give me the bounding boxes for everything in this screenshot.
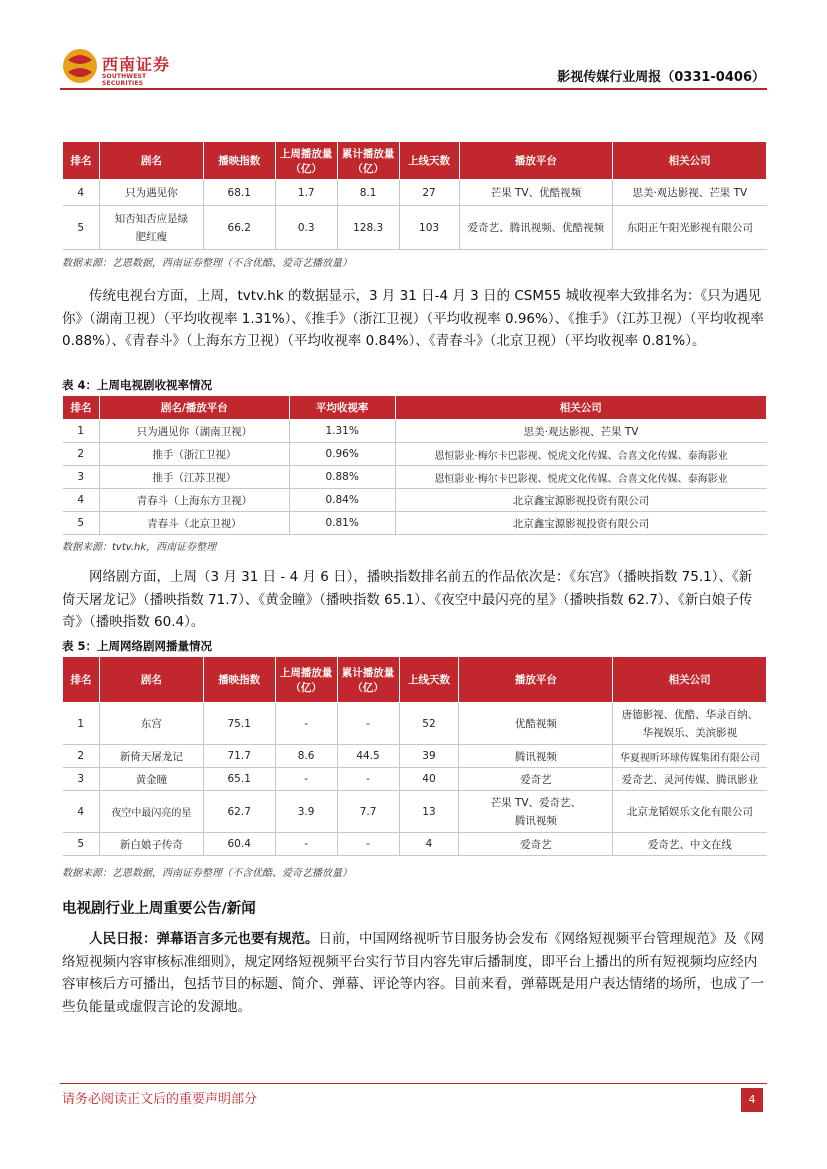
table-cell: 推手（浙江卫视） <box>99 443 289 466</box>
table-cell: 27 <box>399 180 459 206</box>
column-header: 累计播放量（亿） <box>337 142 399 180</box>
column-header: 上线天数 <box>399 142 459 180</box>
table-cell: 北京龙韬娱乐文化有限公司 <box>613 791 767 833</box>
table-cell: - <box>337 703 399 745</box>
table-cell: 0.96% <box>289 443 395 466</box>
table-row <box>63 703 767 745</box>
table-tv-ratings <box>62 395 767 535</box>
table-source-note: 数据来源：艺恩数据，西南证券整理（不含优酷、爱奇艺播放量） <box>62 258 352 269</box>
column-header: 平均收视率 <box>289 396 395 420</box>
column-header: 上周播放量（亿） <box>275 657 337 703</box>
column-header: 相关公司 <box>613 657 767 703</box>
table-cell: 65.1 <box>203 768 275 791</box>
table-row <box>63 833 767 856</box>
table-cell: 2 <box>63 745 100 768</box>
table-cell: 4 <box>63 489 100 512</box>
table-cell: 75.1 <box>203 703 275 745</box>
table-cell: 北京鑫宝源影视投资有限公司 <box>395 512 766 535</box>
table-row <box>63 512 767 535</box>
table-cell: 52 <box>399 703 459 745</box>
column-header: 剧名/播放平台 <box>99 396 289 420</box>
news-paragraph <box>62 928 764 1018</box>
table-cell: 8.6 <box>275 745 337 768</box>
table-cell: 4 <box>63 180 100 206</box>
table-cell: 青春斗（上海东方卫视） <box>99 489 289 512</box>
table-row <box>63 791 767 833</box>
table-header-row <box>63 396 767 420</box>
column-header: 播映指数 <box>203 142 275 180</box>
column-header: 相关公司 <box>395 396 766 420</box>
table-cell: 东宫 <box>99 703 203 745</box>
table-cell: 爱奇艺 <box>459 833 613 856</box>
table-row <box>63 768 767 791</box>
news-body: 日前，中国网络视听节目服务协会发布《网络短视频平台管理规范》及《网络短视频内容审核标准细则》，规定网络短视频平台实行节目内容先审后播制度，即平台上播出的所有短视频均应经内容审核后方可播出，包括节目的标题、简介、弹幕、评论等内容。目前来看，弹幕既是用户表达情绪的场所，也成了一些负能量或虚假言论的发源地。 <box>62 931 764 1015</box>
column-header: 播映指数 <box>203 657 275 703</box>
table-cell: - <box>337 768 399 791</box>
table-source-note: 数据来源：艺恩数据，西南证券整理（不含优酷、爱奇艺播放量） <box>62 868 352 879</box>
table-cell: 推手（江苏卫视） <box>99 466 289 489</box>
column-header: 上周播放量（亿） <box>275 142 337 180</box>
header-divider <box>60 88 767 90</box>
news-text <box>62 928 764 1018</box>
column-header: 剧名 <box>99 657 203 703</box>
table-cell: 44.5 <box>337 745 399 768</box>
table-cell: 3 <box>63 466 100 489</box>
table-cell: 思美·观达影视、芒果 TV <box>613 180 767 206</box>
table-cell: 爱奇艺、腾讯视频、优酷视频 <box>459 206 613 250</box>
table-cell: 爱奇艺 <box>459 768 613 791</box>
table-caption: 表 4：上周电视剧收视率情况 <box>62 378 213 392</box>
table-cell: 71.7 <box>203 745 275 768</box>
table-cell: 爱奇艺、灵河传媒、腾讯影业 <box>613 768 767 791</box>
table-cell: 1 <box>63 420 100 443</box>
column-header: 排名 <box>63 142 100 180</box>
table-cell: 40 <box>399 768 459 791</box>
table-cell: 8.1 <box>337 180 399 206</box>
column-header: 累计播放量（亿） <box>337 657 399 703</box>
table-row <box>63 745 767 768</box>
table-cell: 128.3 <box>337 206 399 250</box>
table-cell: 思美·观达影视、芒果 TV <box>395 420 766 443</box>
table-caption: 表 5：上周网络剧网播量情况 <box>62 639 213 653</box>
logo-subtext: SOUTHWEST SECURITIES <box>102 73 147 87</box>
table-cell: 4 <box>399 833 459 856</box>
table-cell: 只为遇见你 <box>99 180 203 206</box>
logo-text: 西南证券 <box>102 55 171 74</box>
column-header: 排名 <box>63 396 100 420</box>
table-web-drama-views <box>62 656 767 856</box>
table-cell: 恩恒影业·梅尔卡巴影视、悦虎文化传媒、合喜文化传媒、泰海影业 <box>395 466 766 489</box>
column-header: 上线天数 <box>399 657 459 703</box>
table-cell: 腾讯视频 <box>459 745 613 768</box>
table-row <box>63 206 767 250</box>
table-cell: 13 <box>399 791 459 833</box>
table-cell: 39 <box>399 745 459 768</box>
table-cell: 2 <box>63 443 100 466</box>
page-number: 4 <box>741 1088 763 1112</box>
table-cell: - <box>275 703 337 745</box>
news-lead: 人民日报：弹幕语言多元也要有规范。 <box>89 931 319 947</box>
column-header: 排名 <box>63 657 100 703</box>
table-row <box>63 420 767 443</box>
table-cell: 0.84% <box>289 489 395 512</box>
table-drama-ranking-continued <box>62 141 767 250</box>
table-cell: 华夏视听环球传媒集团有限公司 <box>613 745 767 768</box>
table-cell: - <box>275 833 337 856</box>
table-row <box>63 180 767 206</box>
table-cell: - <box>337 833 399 856</box>
table-cell: 0.81% <box>289 512 395 535</box>
table-cell: 唐德影视、优酷、华录百纳、华视娱乐、美滨影视 <box>613 703 767 745</box>
footer-disclaimer: 请务必阅读正文后的重要声明部分 <box>62 1092 258 1107</box>
table-row <box>63 466 767 489</box>
table-row <box>63 489 767 512</box>
table-cell: 知否知否应是绿肥红瘦 <box>99 206 203 250</box>
table-header-row <box>63 142 767 180</box>
table-cell: 5 <box>63 833 100 856</box>
table-cell: 恩恒影业·梅尔卡巴影视、悦虎文化传媒、合喜文化传媒、泰海影业 <box>395 443 766 466</box>
table-cell: 爱奇艺、中文在线 <box>613 833 767 856</box>
table-cell: 0.3 <box>275 206 337 250</box>
table-cell: 3 <box>63 768 100 791</box>
column-header: 相关公司 <box>613 142 767 180</box>
table-cell: 青春斗（北京卫视） <box>99 512 289 535</box>
table-cell: 新倚天屠龙记 <box>99 745 203 768</box>
table-cell: - <box>275 768 337 791</box>
footer-divider <box>60 1083 767 1084</box>
report-title: 影视传媒行业周报（0331-0406） <box>557 70 765 85</box>
table-cell: 62.7 <box>203 791 275 833</box>
table-cell: 1 <box>63 703 100 745</box>
section-heading: 电视剧行业上周重要公告/新闻 <box>62 901 256 917</box>
table-cell: 东阳正午阳光影视有限公司 <box>613 206 767 250</box>
table-cell: 4 <box>63 791 100 833</box>
table-cell: 103 <box>399 206 459 250</box>
table-cell: 0.88% <box>289 466 395 489</box>
paragraph-text: 网络剧方面，上周（3 月 31 日 - 4 月 6 日），播映指数排名前五的作品依次是：《东宫》（播映指数 75.1）、《新倚天屠龙记》（播映指数 71.7）、《黄金瞳》（播映指数 65.1）、《夜空中最闪亮的星》（播映指数 62.7）、《新白娘子传奇》（播映指数 60.4）。 <box>62 569 753 630</box>
table-cell: 60.4 <box>203 833 275 856</box>
table-cell: 新白娘子传奇 <box>99 833 203 856</box>
company-logo <box>60 46 180 86</box>
table-cell: 夜空中最闪亮的星 <box>99 791 203 833</box>
web-drama-paragraph <box>62 566 764 634</box>
table-cell: 北京鑫宝源影视投资有限公司 <box>395 489 766 512</box>
table-source-note: 数据来源：tvtv.hk，西南证券整理 <box>62 542 217 553</box>
table-cell: 7.7 <box>337 791 399 833</box>
table-row <box>63 443 767 466</box>
table-header-row <box>63 657 767 703</box>
table-cell: 芒果 TV、爱奇艺、腾讯视频 <box>459 791 613 833</box>
table-cell: 只为遇见你（湖南卫视） <box>99 420 289 443</box>
table-cell: 1.31% <box>289 420 395 443</box>
tv-ratings-paragraph <box>62 285 764 353</box>
paragraph-text: 传统电视台方面，上周，tvtv.hk 的数据显示，3 月 31 日-4 月 3 日的 CSM55 城收视率大致排名为：《只为遇见你》（湖南卫视）（平均收视率 1.31%）、《推手》（浙江卫视）（平均收视率 0.96%）、《推手》（江苏卫视）（平均收视率 0.88%）、《青春斗》（上海东方卫视）（平均收视率 0.84%）、《青春斗》（北京卫视）（平均收视率 0.81%）。 <box>62 288 764 349</box>
table-cell: 68.1 <box>203 180 275 206</box>
column-header: 播放平台 <box>459 142 613 180</box>
table-cell: 芒果 TV、优酷视频 <box>459 180 613 206</box>
table-cell: 优酷视频 <box>459 703 613 745</box>
table-cell: 黄金瞳 <box>99 768 203 791</box>
table-cell: 66.2 <box>203 206 275 250</box>
column-header: 播放平台 <box>459 657 613 703</box>
table-cell: 1.7 <box>275 180 337 206</box>
column-header: 剧名 <box>99 142 203 180</box>
table-cell: 3.9 <box>275 791 337 833</box>
logo-emblem-icon <box>60 46 100 86</box>
table-cell: 5 <box>63 206 100 250</box>
table-cell: 5 <box>63 512 100 535</box>
